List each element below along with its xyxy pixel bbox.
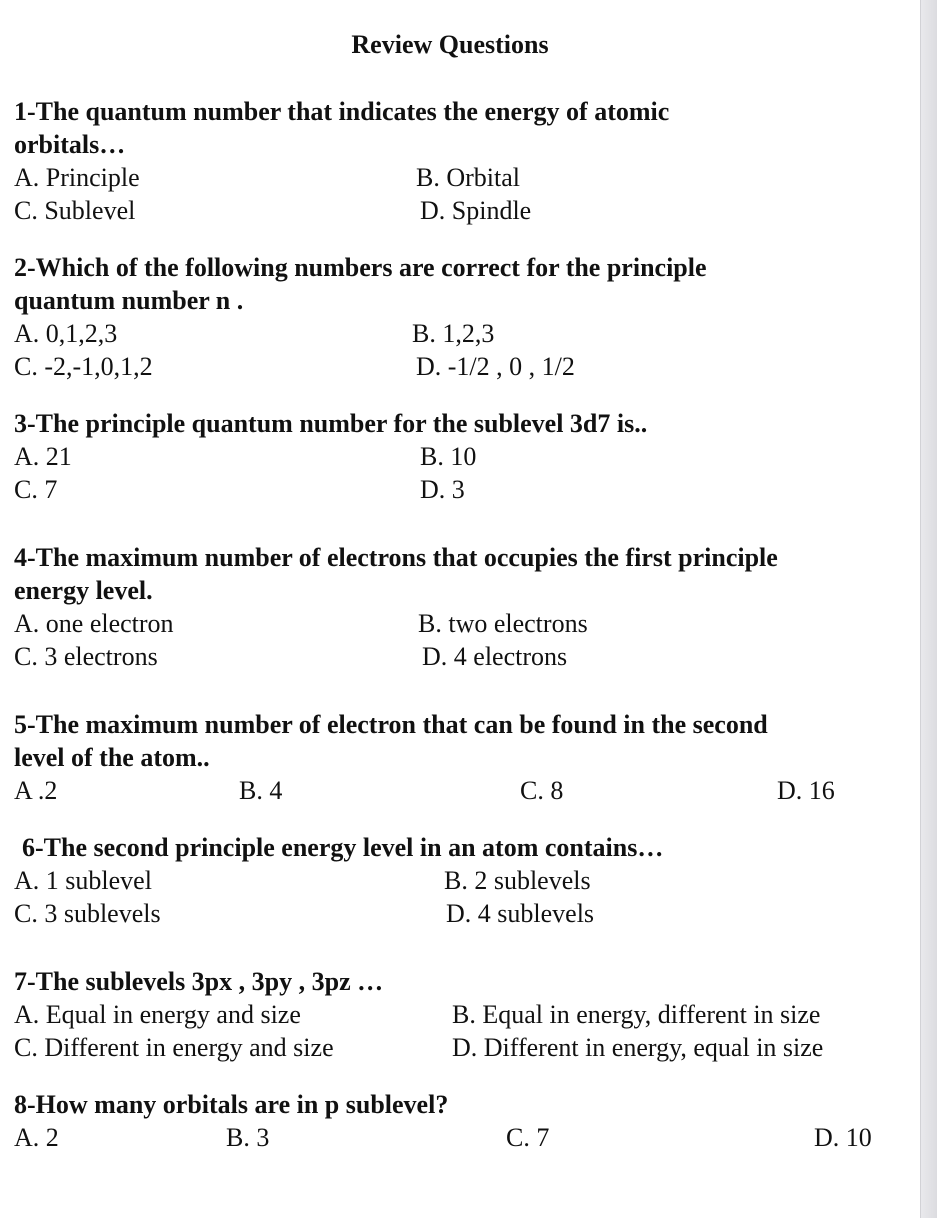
- page-edge-scrollbar[interactable]: [920, 0, 937, 1218]
- option-d: D. 16: [777, 776, 835, 805]
- option-b: B. 10: [420, 442, 477, 471]
- question-stem-line: orbitals…: [14, 130, 126, 159]
- option-a: A. Principle: [14, 163, 140, 192]
- question-4-stem: [14, 541, 894, 607]
- option-b: B. 3: [226, 1123, 270, 1152]
- option-c: C. Sublevel: [14, 196, 136, 225]
- option-a: A. 2: [14, 1123, 59, 1152]
- option-b: B. 4: [239, 776, 283, 805]
- option-d: D. Spindle: [420, 196, 532, 225]
- option-a: A. 0,1,2,3: [14, 319, 118, 348]
- option-b: B. Equal in energy, different in size: [452, 1000, 821, 1029]
- question-4: [14, 541, 894, 673]
- option-a: A. 1 sublevel: [14, 866, 152, 895]
- question-1: [14, 95, 894, 227]
- option-c: C. 3 sublevels: [14, 899, 161, 928]
- option-d: D. 10: [814, 1123, 872, 1152]
- option-d: D. Different in energy, equal in size: [452, 1033, 824, 1062]
- option-b: B. two electrons: [418, 609, 588, 638]
- option-c: C. 3 electrons: [14, 642, 158, 671]
- option-b: B. Orbital: [416, 163, 520, 192]
- question-5-stem: [14, 708, 894, 774]
- question-stem-line: 5-The maximum number of electron that can be found in the second: [14, 710, 768, 739]
- question-stem-line: 7-The sublevels 3px , 3py , 3pz …: [14, 967, 384, 996]
- option-a: A .2: [14, 776, 58, 805]
- question-3: [14, 407, 894, 506]
- page-title: Review Questions: [351, 30, 549, 59]
- question-6-stem: [14, 831, 894, 864]
- question-2: [14, 251, 894, 383]
- option-c: C. -2,-1,0,1,2: [14, 352, 153, 381]
- question-2-stem: [14, 251, 894, 317]
- option-c: C. 7: [506, 1123, 550, 1152]
- option-c: C. Different in energy and size: [14, 1033, 334, 1062]
- option-c: C. 8: [520, 776, 564, 805]
- option-b: B. 1,2,3: [412, 319, 495, 348]
- question-7: [14, 965, 894, 1064]
- question-6: [14, 831, 894, 930]
- question-stem-line: 8-How many orbitals are in p sublevel?: [14, 1090, 449, 1119]
- question-1-stem: [14, 95, 894, 161]
- question-stem-line: quantum number n .: [14, 286, 244, 315]
- question-3-stem: [14, 407, 894, 440]
- option-a: A. 21: [14, 442, 72, 471]
- question-stem-line: 2-Which of the following numbers are correct for the principle: [14, 253, 707, 282]
- option-d: D. -1/2 , 0 , 1/2: [416, 352, 575, 381]
- option-d: D. 4 sublevels: [446, 899, 595, 928]
- option-c: C. 7: [14, 475, 58, 504]
- question-stem-line: 4-The maximum number of electrons that occupies the first principle: [14, 543, 778, 572]
- option-d: D. 3: [420, 475, 465, 504]
- option-a: A. Equal in energy and size: [14, 1000, 301, 1029]
- question-stem-line: 3-The principle quantum number for the sublevel 3d7 is..: [14, 409, 648, 438]
- option-a: A. one electron: [14, 609, 174, 638]
- option-b: B. 2 sublevels: [444, 866, 591, 895]
- question-stem-line: level of the atom..: [14, 743, 210, 772]
- question-8: [14, 1088, 894, 1154]
- question-7-stem: [14, 965, 894, 998]
- question-5: [14, 708, 894, 807]
- question-8-stem: [14, 1088, 894, 1121]
- option-d: D. 4 electrons: [422, 642, 568, 671]
- question-stem-line: energy level.: [14, 576, 153, 605]
- question-stem-line: 6-The second principle energy level in an atom contains…: [22, 833, 664, 862]
- question-stem-line: 1-The quantum number that indicates the energy of atomic: [14, 97, 670, 126]
